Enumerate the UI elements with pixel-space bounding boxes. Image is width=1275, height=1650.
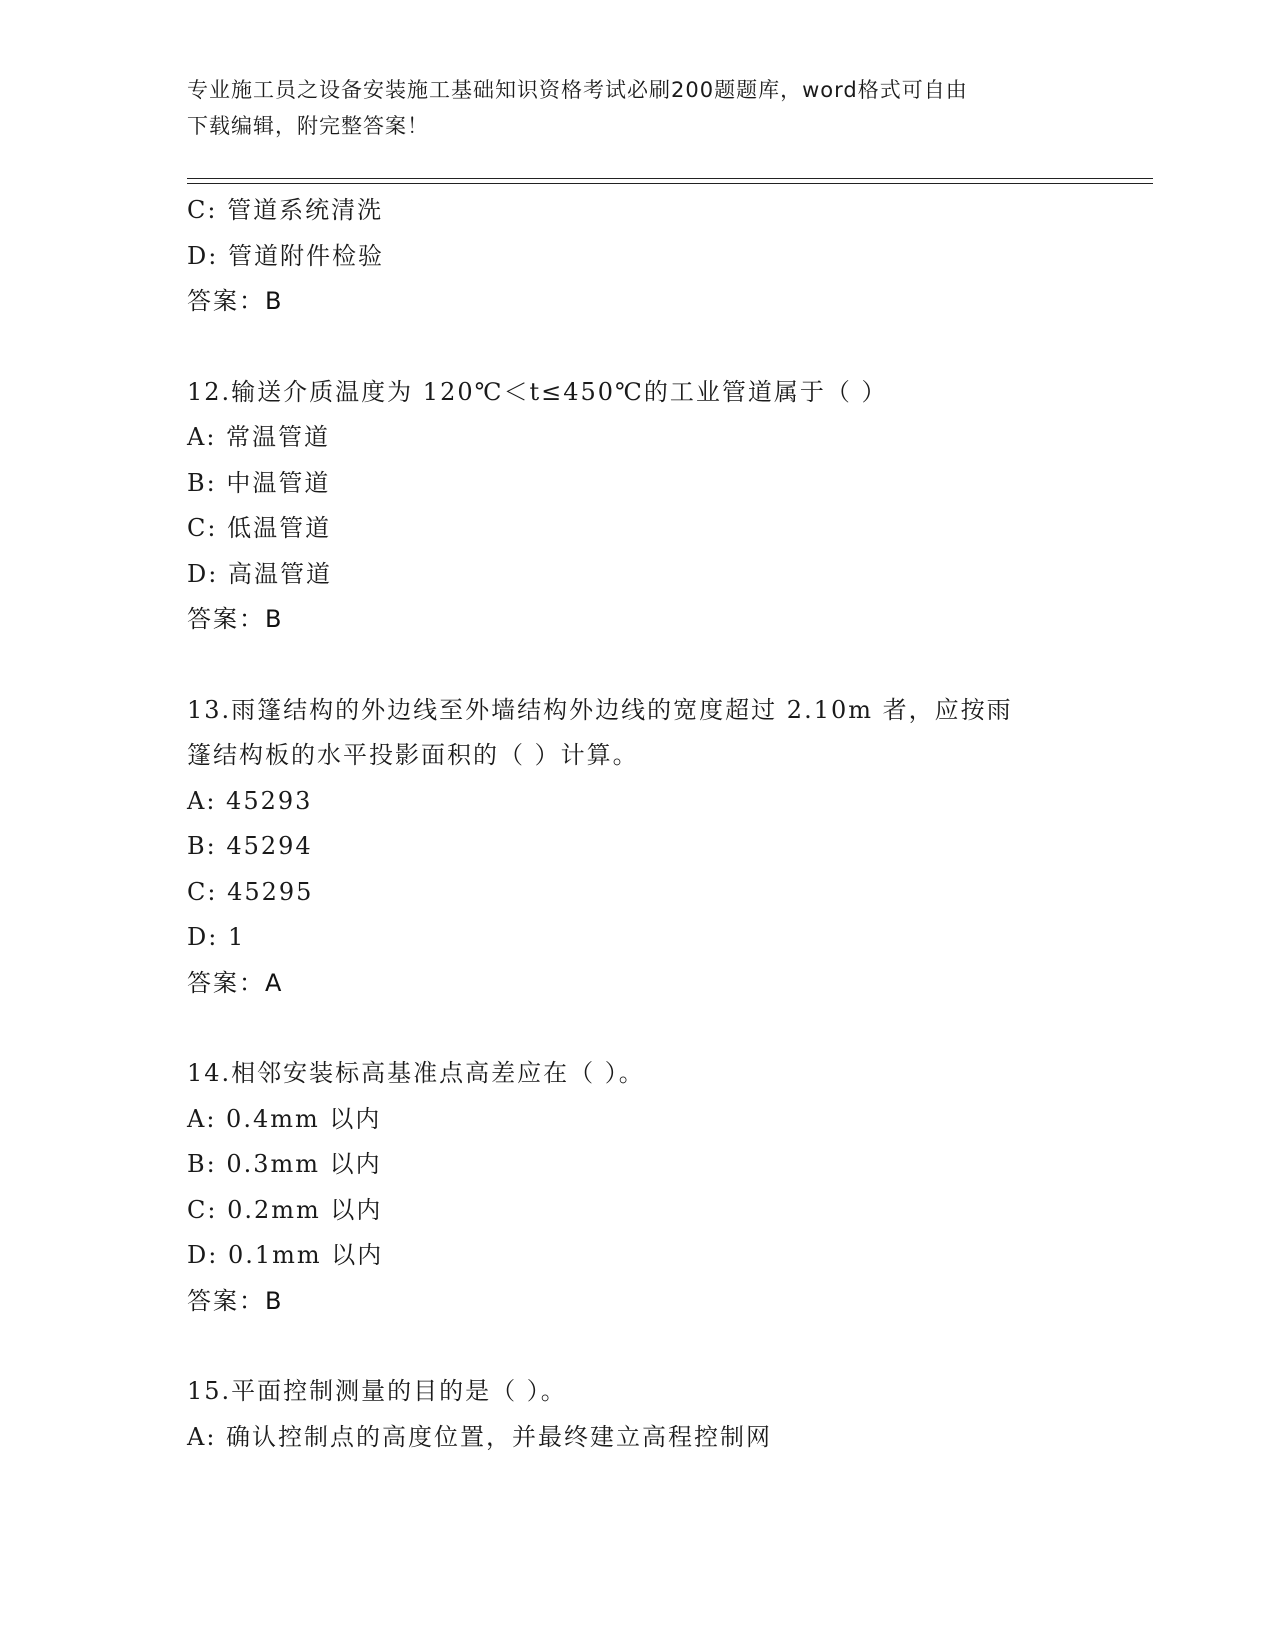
option-a: A: 0.4mm 以内	[187, 1104, 382, 1133]
document-header	[187, 72, 1067, 144]
header-title-line-1: 专业施工员之设备安装施工基础知识资格考试必刷200题题库，word格式可自由	[187, 78, 968, 102]
option-a: A: 确认控制点的高度位置，并最终建立高程控制网	[187, 1422, 773, 1451]
option-d: D: 管道附件检验	[187, 241, 384, 270]
question-stem: 15.平面控制测量的目的是（ ）。	[187, 1377, 567, 1405]
option-d: D: 0.1mm 以内	[187, 1241, 384, 1269]
option-c: C: 低温管道	[187, 514, 332, 542]
answer-line: 答案：B	[187, 287, 284, 315]
header-divider-top	[187, 178, 1153, 179]
question-12	[187, 370, 1087, 643]
question-14	[187, 1051, 1087, 1324]
question-stem: 12.输送介质温度为 120℃＜t≤450℃的工业管道属于（ ）	[187, 377, 888, 406]
option-a: A: 45293	[187, 786, 313, 815]
answer-line: 答案：B	[187, 605, 284, 633]
question-stem: 14.相邻安装标高基准点高差应在（ ）。	[187, 1059, 645, 1087]
option-b: B: 0.3mm 以内	[187, 1150, 382, 1178]
option-c: C: 45295	[187, 877, 314, 906]
question-15	[187, 1369, 1087, 1460]
question-stem: 13.雨篷结构的外边线至外墙结构外边线的宽度超过 2.10m 者，应按雨	[187, 695, 1013, 724]
question-stem-continued: 篷结构板的水平投影面积的（ ）计算。	[187, 741, 639, 769]
header-divider-bottom	[187, 183, 1153, 184]
option-c: C: 管道系统清洗	[187, 196, 384, 224]
header-title-line-2: 下载编辑，附完整答案！	[187, 114, 429, 138]
question-13	[187, 688, 1087, 1007]
answer-line: 答案：B	[187, 1286, 284, 1315]
option-b: B: 中温管道	[187, 468, 331, 497]
question-content	[187, 188, 1087, 1460]
option-c: C: 0.2mm 以内	[187, 1195, 383, 1224]
option-b: B: 45294	[187, 832, 313, 860]
question-11-continued	[187, 188, 1087, 325]
option-a: A: 常温管道	[187, 423, 331, 451]
option-d: D: 高温管道	[187, 559, 332, 588]
answer-line: 答案：A	[187, 968, 284, 997]
option-d: D: 1	[187, 923, 246, 951]
